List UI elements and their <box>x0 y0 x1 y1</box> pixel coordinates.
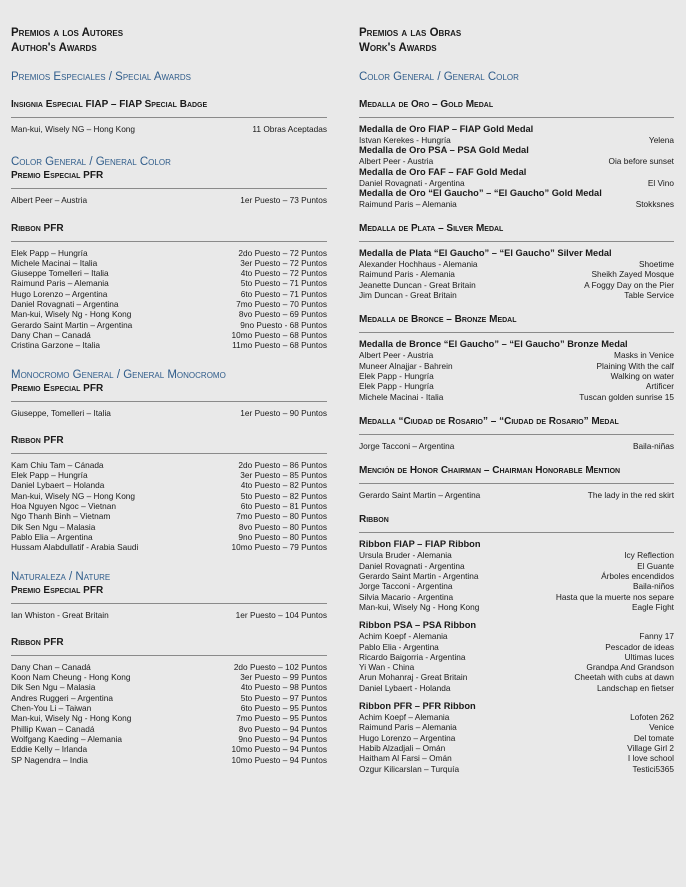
list-item <box>359 592 674 602</box>
award-list <box>11 460 327 553</box>
award-value: Plaining With the calf <box>596 360 674 371</box>
entrant-name: Man-kui, Wisely Ng - Hong Kong <box>11 309 132 320</box>
divider <box>359 117 674 118</box>
award-value: 10mo Puesto – 79 Puntos <box>231 542 327 553</box>
award-title: Premio Especial PFR <box>11 382 104 394</box>
award-value: 6to Puesto – 81 Puntos <box>240 501 327 512</box>
award-value: 10mo Puesto – 68 Puntos <box>231 329 327 340</box>
divider <box>11 655 327 656</box>
list-item <box>359 571 674 581</box>
award-value: 9no Puesto – 80 Puntos <box>238 531 327 542</box>
entrant-name: Gerardo Saint Martin – Argentina <box>359 490 481 501</box>
list-item <box>359 753 674 763</box>
list-item <box>359 199 674 209</box>
list-item <box>11 480 327 490</box>
entrant-name: Ngo Thanh Binh – Vietnam <box>11 511 111 522</box>
entrant-name: Achim Koepf - Alemania <box>359 631 448 642</box>
list-item <box>359 683 674 693</box>
entrant-name: Dik Sen Ngu – Malasia <box>11 682 96 693</box>
entrant-name: Raimund Paris – Alemania <box>359 198 457 209</box>
award-list <box>11 662 327 765</box>
award-list <box>359 631 674 693</box>
award-value: Fanny 17 <box>639 631 674 642</box>
medal-subtitle: Medalla de Plata “El Gaucho” – “El Gaucho” Silver Medal <box>359 248 612 259</box>
award-value: 6to Puesto – 95 Puntos <box>240 703 327 714</box>
medal-subtitle: Ribbon PSA – PSA Ribbon <box>359 620 477 631</box>
category-title: Color General / General Color <box>359 71 519 83</box>
award-value: 2do Puesto – 86 Puntos <box>238 459 327 470</box>
award-value: Baila-niñas <box>632 440 674 451</box>
entrant-name: Cristina Garzone – Italia <box>11 340 101 351</box>
award-value: 1er Puesto – 73 Puntos <box>240 195 327 206</box>
entrant-name: Daniel Rovagnati – Argentina <box>11 299 119 310</box>
award-value: 7mo Puesto – 95 Puntos <box>236 713 327 724</box>
entrant-name: Jorge Tacconi - Argentina <box>359 581 453 592</box>
award-value: Ultimas luces <box>624 651 674 662</box>
award-value: Walking on water <box>610 370 674 381</box>
list-item <box>11 542 327 552</box>
entrant-name: Michele Macinai - Italia <box>359 391 444 402</box>
list-item <box>11 693 327 703</box>
list-item <box>11 470 327 480</box>
entrant-name: Man-kui, Wisely NG – Hong Kong <box>11 490 136 501</box>
award-title: Ribbon PFR <box>11 636 64 648</box>
entrant-name: Raimund Paris – Alemania <box>359 722 457 733</box>
award-value: Masks in Venice <box>614 350 674 361</box>
list-item <box>11 320 327 330</box>
divider <box>11 241 327 242</box>
entrant-name: Albert Peer - Austria <box>359 350 434 361</box>
award-value: 3er Puesto – 72 Puntos <box>240 257 327 268</box>
entrant-name: Hussam Alabdullatif - Arabia Saudi <box>11 542 139 553</box>
award-value: Shoetime <box>638 259 674 270</box>
entrant-name: Daniel Rovagnati - Argentina <box>359 560 465 571</box>
award-value: Tuscan golden sunrise 15 <box>579 391 674 402</box>
award-value: Eagle Fight <box>632 601 674 612</box>
list-item <box>359 135 674 145</box>
divider <box>11 453 327 454</box>
entrant-name: Haitham Al Farsi – Omán <box>359 753 452 764</box>
entrant-name: Daniel Lybaert - Holanda <box>359 682 451 693</box>
list-item <box>11 258 327 268</box>
list-item <box>359 743 674 753</box>
category-title: Monocromo General / General Monocromo <box>11 368 226 381</box>
entrant-name: Phillip Kwan – Canadá <box>11 723 95 734</box>
medal-subtitle: Ribbon PFR – PFR Ribbon <box>359 701 476 712</box>
entrant-name: Silvia Macario - Argentina <box>359 591 454 602</box>
entrant-name: Koon Nam Cheung - Hong Kong <box>11 672 131 683</box>
entrant-name: Muneer Alnajjar - Bahrein <box>359 360 453 371</box>
award-value: The lady in the red skirt <box>587 490 674 501</box>
entrant-name: SP Nagendra – India <box>11 754 88 765</box>
divider <box>11 401 327 402</box>
award-value: Del tomate <box>633 732 674 743</box>
entrant-name: Kam Chiu Tam – Cánada <box>11 459 104 470</box>
award-value: El Guante <box>637 560 674 571</box>
award-value: Venice <box>649 722 674 733</box>
entrant-name: Alexander Hochhaus - Alemania <box>359 259 478 270</box>
entrant-name: Dany Chan – Canadá <box>11 329 91 340</box>
award-list <box>11 124 327 134</box>
award-value: 1er Puesto – 104 Puntos <box>235 609 327 620</box>
list-item <box>359 602 674 612</box>
list-item <box>11 248 327 258</box>
list-item <box>359 652 674 662</box>
list-item <box>11 744 327 754</box>
medal-subtitle: Medalla de Oro PSA – PSA Gold Medal <box>359 145 529 156</box>
award-value: Oia before sunset <box>608 156 674 167</box>
heading-spanish: Premios a los Autores <box>11 27 124 39</box>
award-list <box>359 550 674 612</box>
list-item <box>359 722 674 732</box>
award-value: 5to Puesto – 71 Puntos <box>240 278 327 289</box>
entrant-name: Pablo Elia – Argentina <box>11 531 93 542</box>
list-item <box>11 662 327 672</box>
entrant-name: Elek Papp – Hungría <box>11 247 88 258</box>
list-item <box>359 441 674 451</box>
entrant-name: Raimund Paris – Alemania <box>11 278 109 289</box>
list-item <box>359 733 674 743</box>
award-title: Ribbon PFR <box>11 434 64 446</box>
category-title: Naturaleza / Nature <box>11 570 111 583</box>
heading-english: Work's Awards <box>359 42 437 54</box>
entrant-name: Gerardo Saint Martin - Argentina <box>359 571 479 582</box>
list-item <box>11 299 327 309</box>
entrant-name: Giuseppe Tomelleri – Italia <box>11 268 109 279</box>
award-title: Insignia Especial FIAP – FIAP Special Badge <box>11 99 208 110</box>
list-item <box>11 672 327 682</box>
list-item <box>359 178 674 188</box>
list-item <box>11 755 327 765</box>
entrant-name: Albert Peer - Austria <box>359 156 434 167</box>
entrant-name: Jeanette Duncan - Great Britain <box>359 279 476 290</box>
entrant-name: Jorge Tacconi – Argentina <box>359 440 455 451</box>
award-value: Grandpa And Grandson <box>586 662 674 673</box>
divider <box>359 434 674 435</box>
award-value: 9no Puesto - 68 Puntos <box>240 319 327 330</box>
list-item <box>11 734 327 744</box>
entrant-name: Dany Chan – Canadá <box>11 661 91 672</box>
list-item <box>11 330 327 340</box>
award-value: 8vo Puesto – 69 Puntos <box>238 309 327 320</box>
award-value: 4to Puesto – 98 Puntos <box>240 682 327 693</box>
award-list <box>11 610 327 620</box>
medal-subtitle: Medalla de Oro “El Gaucho” – “El Gaucho” Gold Medal <box>359 187 602 198</box>
award-value: 3er Puesto – 99 Puntos <box>240 672 327 683</box>
award-list <box>11 195 327 205</box>
award-value: 11mo Puesto – 68 Puntos <box>232 340 327 351</box>
medal-subtitle: Medalla de Oro FAF – FAF Gold Medal <box>359 166 527 177</box>
entrant-name: Eddie Kelly – Irlanda <box>11 744 88 755</box>
list-item <box>359 371 674 381</box>
award-list <box>11 408 327 418</box>
award-value: 9no Puesto – 94 Puntos <box>238 733 327 744</box>
entrant-name: Albert Peer – Austria <box>11 195 88 206</box>
list-item <box>11 278 327 288</box>
award-value: Hasta que la muerte nos separe <box>555 591 674 602</box>
heading-english: Author's Awards <box>11 42 97 54</box>
entrant-name: Chen-You Li – Taiwan <box>11 703 92 714</box>
award-value: 7mo Puesto – 80 Puntos <box>236 511 327 522</box>
entrant-name: Man-kui, Wisely NG – Hong Kong <box>11 124 136 134</box>
entrant-name: Man-kui, Wisely Ng - Hong Kong <box>11 713 132 724</box>
list-item <box>11 460 327 470</box>
award-value: 7mo Puesto – 70 Puntos <box>236 299 327 310</box>
award-value: Village Girl 2 <box>627 742 674 753</box>
award-value: 2do Puesto – 102 Puntos <box>233 661 327 672</box>
award-title: Medalla de Bronce – Bronze Medal <box>359 314 517 326</box>
heading-spanish: Premios a las Obras <box>359 27 462 39</box>
category-title: Premios Especiales / Special Awards <box>11 71 191 83</box>
award-value: Landschap en fietser <box>596 682 674 693</box>
divider <box>359 483 674 484</box>
list-item <box>11 124 327 134</box>
entrant-name: Hoa Nguyen Ngoc – Vietnan <box>11 501 117 512</box>
award-value: Artificer <box>645 381 674 392</box>
award-value: Table Service <box>624 290 674 301</box>
entrant-name: Dik Sen Ngu – Malasia <box>11 521 96 532</box>
award-value: 2do Puesto – 72 Puntos <box>238 247 327 258</box>
divider <box>11 117 327 118</box>
gold-medal-list <box>359 124 674 209</box>
column-heading <box>11 26 327 56</box>
list-item <box>359 581 674 591</box>
list-item <box>11 309 327 319</box>
award-value: 8vo Puesto – 80 Puntos <box>238 521 327 532</box>
award-title: Premio Especial PFR <box>11 584 104 596</box>
works-awards-column <box>359 26 674 774</box>
list-item <box>359 392 674 402</box>
medal-subtitle: Medalla de Bronce “El Gaucho” – “El Gaucho” Bronze Medal <box>359 339 628 350</box>
list-item <box>359 350 674 360</box>
award-value: 4to Puesto – 72 Puntos <box>240 268 327 279</box>
award-value: Baila-niños <box>632 581 674 592</box>
award-value: El Vino <box>647 177 674 188</box>
entrant-name: Achim Koepf – Alemania <box>359 712 450 723</box>
entrant-name: Raimund Paris - Alemania <box>359 269 455 280</box>
list-item <box>359 550 674 560</box>
list-item <box>359 490 674 500</box>
authors-awards-column <box>11 26 327 765</box>
entrant-name: Daniel Rovagnati - Argentina <box>359 177 465 188</box>
award-value: 1er Puesto – 90 Puntos <box>240 407 327 418</box>
award-list <box>359 350 674 401</box>
medal-subtitle: Medalla de Oro FIAP – FIAP Gold Medal <box>359 124 534 134</box>
divider <box>359 241 674 242</box>
list-item <box>359 269 674 279</box>
entrant-name: Ricardo Baigorria - Argentina <box>359 651 466 662</box>
award-value: Icy Reflection <box>624 550 674 561</box>
award-value: Lofoten 262 <box>630 712 674 723</box>
medal-subtitle: Ribbon FIAP – FIAP Ribbon <box>359 539 481 550</box>
award-title: Medalla de Plata – Silver Medal <box>359 223 504 235</box>
award-list <box>359 441 674 451</box>
list-item <box>359 672 674 682</box>
award-value: 10mo Puesto – 94 Puntos <box>231 744 327 755</box>
award-value: Yelena <box>648 135 674 145</box>
list-item <box>11 340 327 350</box>
award-list <box>359 712 674 774</box>
divider <box>11 603 327 604</box>
list-item <box>359 280 674 290</box>
divider <box>359 332 674 333</box>
list-item <box>11 511 327 521</box>
list-item <box>359 259 674 269</box>
entrant-name: Istvan Kerekes - Hungría <box>359 135 451 145</box>
award-title: Mención de Honor Chairman – Chairman Honorable Mention <box>359 465 621 477</box>
category-title: Color General / General Color <box>11 156 171 169</box>
award-value: 10mo Puesto – 94 Puntos <box>231 754 327 765</box>
entrant-name: Daniel Lybaert – Holanda <box>11 480 105 491</box>
list-item <box>11 195 327 205</box>
divider <box>11 188 327 189</box>
award-title: Premio Especial PFR <box>11 170 104 182</box>
list-item <box>11 491 327 501</box>
entrant-name: Pablo Elia - Argentina <box>359 641 439 652</box>
award-list <box>359 259 674 300</box>
award-value: 11 Obras Aceptadas <box>252 124 327 134</box>
entrant-name: Habib Alzadjali – Omán <box>359 742 446 753</box>
award-title: Medalla “Ciudad de Rosario” – “Ciudad de Rosario” Medal <box>359 415 619 427</box>
award-value: 6to Puesto – 71 Puntos <box>240 288 327 299</box>
list-item <box>359 361 674 371</box>
award-value: Stokksnes <box>635 198 674 209</box>
list-item <box>11 713 327 723</box>
award-title: Ribbon <box>359 514 389 526</box>
list-item <box>359 712 674 722</box>
entrant-name: Elek Papp – Hungría <box>11 470 88 481</box>
award-title: Ribbon PFR <box>11 222 64 234</box>
entrant-name: Gerardo Saint Martin – Argentina <box>11 319 133 330</box>
award-value: 5to Puesto – 82 Puntos <box>240 490 327 501</box>
list-item <box>359 662 674 672</box>
entrant-name: Ozgur Kilicarslan – Turquía <box>359 763 460 774</box>
list-item <box>359 381 674 391</box>
column-heading <box>359 26 674 56</box>
list-item <box>11 408 327 418</box>
list-item <box>11 532 327 542</box>
award-value: 3er Puesto – 85 Puntos <box>240 470 327 481</box>
list-item <box>359 631 674 641</box>
entrant-name: Ursula Bruder - Alemania <box>359 550 452 561</box>
entrant-name: Elek Papp - Hungría <box>359 370 434 381</box>
award-value: Testici5365 <box>632 763 674 774</box>
award-value: 5to Puesto – 97 Puntos <box>240 692 327 703</box>
list-item <box>359 290 674 300</box>
list-item <box>11 522 327 532</box>
list-item <box>359 156 674 166</box>
entrant-name: Hugo Lorenzo – Argentina <box>359 732 456 743</box>
entrant-name: Andres Ruggeri – Argentina <box>11 692 113 703</box>
award-value: 8vo Puesto – 94 Puntos <box>238 723 327 734</box>
award-value: Pescador de ideas <box>605 641 674 652</box>
list-item <box>359 764 674 774</box>
entrant-name: Wolfgang Kaeding – Alemania <box>11 733 123 744</box>
list-item <box>359 642 674 652</box>
award-list <box>11 248 327 351</box>
entrant-name: Man-kui, Wisely Ng - Hong Kong <box>359 601 480 612</box>
entrant-name: Jim Duncan - Great Britain <box>359 290 457 301</box>
divider <box>359 532 674 533</box>
award-title: Medalla de Oro – Gold Medal <box>359 99 494 110</box>
list-item <box>11 501 327 511</box>
list-item <box>11 703 327 713</box>
entrant-name: Yi Wan - China <box>359 662 415 673</box>
list-item <box>11 610 327 620</box>
entrant-name: Hugo Lorenzo – Argentina <box>11 288 108 299</box>
award-value: I love school <box>627 753 674 764</box>
entrant-name: Arun Mohanraj - Great Britain <box>359 672 468 683</box>
list-item <box>11 682 327 692</box>
list-item <box>11 268 327 278</box>
award-value: A Foggy Day on the Pier <box>584 279 674 290</box>
entrant-name: Elek Papp - Hungría <box>359 381 434 392</box>
entrant-name: Michele Macinai – Italia <box>11 257 98 268</box>
award-value: 4to Puesto – 82 Puntos <box>240 480 327 491</box>
award-value: Sheikh Zayed Mosque <box>591 269 674 280</box>
award-list <box>359 490 674 500</box>
list-item <box>359 561 674 571</box>
list-item <box>11 724 327 734</box>
award-value: Cheetah with cubs at dawn <box>574 672 674 683</box>
entrant-name: Giuseppe, Tomelleri – Italia <box>11 407 111 418</box>
list-item <box>11 289 327 299</box>
award-value: Árboles encendidos <box>601 571 674 582</box>
entrant-name: Ian Whiston - Great Britain <box>11 609 109 620</box>
